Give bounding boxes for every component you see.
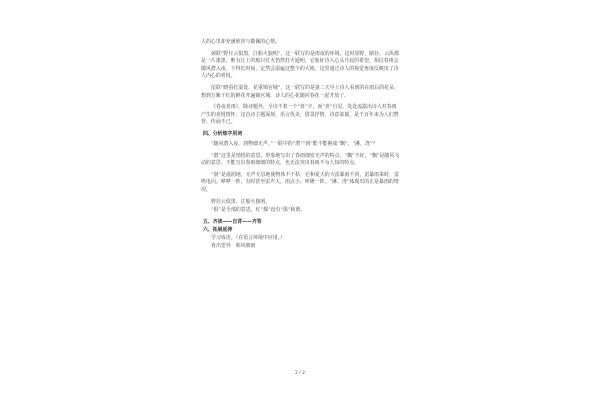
section-heading: 六、拓展延伸 <box>203 226 233 233</box>
paragraph: 《春夜喜雨》，除诗题外，全诗不着一个“喜”字，而“喜”自见。处处流露出诗人对春雨产生的喜悦情怀，这首诗主题深刻，语言优美，借景抒情，诗意浓郁，是千百年来为人们赞誉、传诵不已。 <box>201 104 399 126</box>
paragraph: 学习成语。（在语言环境中应用。） <box>211 234 286 241</box>
paragraph: 喜出望外 和风细雨 <box>211 243 256 250</box>
paragraph: “俱”是全部的意思，红“都”没有“俱”和谐。 <box>211 207 306 214</box>
paragraph: 野径云俱黑，江船火独明。 <box>211 198 271 205</box>
section-heading: 四、分析炼字用词 <box>203 130 243 137</box>
paragraph: “随风潜入夜，润物细无声。”一联中的“潜”“润”能不能换成“飘”、“淋、浇”？ <box>211 140 378 147</box>
page-number: 2 / 2 <box>294 371 306 376</box>
paragraph: “潜”这里是悄悄的意思，形象地写出了春雨细密无声的特点。“飘”不好，“飘”是随风飞动的意思，不能写出春雨细细的特点，也无法突出春雨不为人知的特点。 <box>201 152 400 167</box>
document-body <box>201 39 401 252</box>
section-heading: 五、齐读——自背——齐背 <box>203 218 262 225</box>
paragraph: 尾联“晓看红湿处，花重锦官城”，这一联写的是第二天早上诗人看到的在雨后的花朵，想到万紫千红的鲜花开遍锦官城，诗人的心花随同春花一起开放了。 <box>201 84 399 99</box>
paragraph: 人的心里却充满欣喜与敬佩的心情。 <box>201 39 281 45</box>
paragraph: “润”是滋润地，无声无息地使物体不干枯，它和夏天的大雷暴雨不同，雷暴雨来时，雷鸣电闪，哗哗一阵，有时甚至雷声大，雨点小，呼隆一阵。“淋、浇”体现出的正是暴雨的情况。 <box>201 171 399 193</box>
paragraph: 颈联“野径云俱黑，江船火独明”，这一联写的是雨夜的环境。这时原野、路径、云块都是一片漆黑，唯有江上的船只灯火仍然灯火通明，它象征诗人心头升起的希望，相信春雨会随风潜入夜，下得长时间，定然会湿遍这整个的大地。这里通过诗人的视觉角度反映出了诗人内心的喜悦。 <box>201 50 399 80</box>
